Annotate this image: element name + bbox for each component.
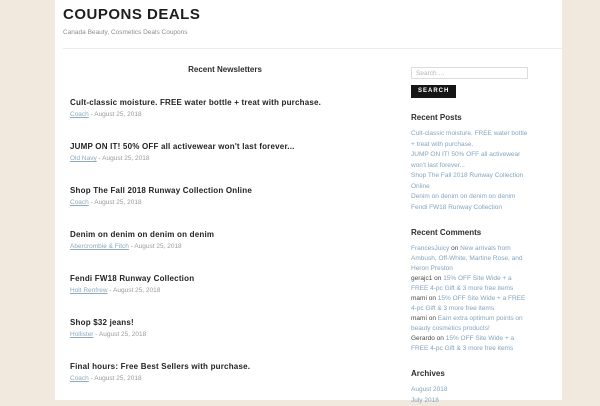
comment-connector: on bbox=[429, 295, 436, 302]
recent-comments-widget bbox=[411, 228, 528, 354]
post-item bbox=[70, 142, 380, 163]
post-source-link[interactable]: Coach bbox=[70, 111, 89, 118]
search-button[interactable]: SEARCH bbox=[411, 85, 456, 98]
post-item bbox=[70, 98, 380, 119]
list-item bbox=[411, 244, 528, 274]
post-date: August 25, 2018 bbox=[113, 287, 160, 294]
sidebar bbox=[411, 49, 528, 406]
comment-post-link[interactable]: Earn extra optimum points on beauty cosmetics products! bbox=[411, 315, 523, 332]
comment-post-link[interactable]: 15% OFF Site Wide + a FREE 4-pc Gift & 3 more free items bbox=[411, 335, 514, 352]
recent-post-link[interactable]: Fendi FW18 Runway Collection bbox=[411, 204, 502, 211]
archives-widget bbox=[411, 369, 528, 406]
recent-post-link[interactable]: JUMP ON IT! 50% OFF all activewear won't last forever... bbox=[411, 151, 520, 169]
list-item bbox=[411, 294, 528, 314]
recent-posts-list bbox=[411, 129, 528, 213]
site-title-link[interactable]: COUPONS DEALS bbox=[63, 6, 200, 23]
page-layout bbox=[55, 49, 562, 406]
post-item bbox=[70, 274, 380, 295]
list-item bbox=[411, 192, 528, 203]
recent-post-link[interactable]: Shop The Fall 2018 Runway Collection Online bbox=[411, 172, 523, 190]
recent-posts-heading: Recent Posts bbox=[411, 113, 528, 123]
list-item bbox=[411, 274, 528, 294]
meta-separator: - bbox=[109, 287, 111, 294]
comment-connector: on bbox=[429, 315, 436, 322]
post-meta bbox=[70, 199, 380, 207]
meta-separator: - bbox=[91, 199, 93, 206]
archives-list bbox=[411, 385, 528, 406]
post-title-link[interactable]: Shop $32 jeans! bbox=[70, 318, 380, 328]
post-date: August 25, 2018 bbox=[134, 243, 181, 250]
post-meta bbox=[70, 111, 380, 119]
list-item bbox=[411, 334, 528, 354]
post-source-link[interactable]: Holt Renfrew bbox=[70, 287, 108, 294]
post-meta bbox=[70, 287, 380, 295]
post-source-link[interactable]: Old Navy bbox=[70, 155, 97, 162]
list-item bbox=[411, 150, 528, 171]
list-item bbox=[411, 203, 528, 214]
comment-connector: on bbox=[451, 245, 458, 252]
post-meta bbox=[70, 331, 380, 339]
post-meta bbox=[70, 243, 380, 251]
post-title-link[interactable]: Denim on denim on denim on denim bbox=[70, 230, 380, 240]
comment-author: Gerardo bbox=[411, 335, 435, 342]
site-tagline: Canada Beauty, Cosmetics Deals Coupons bbox=[63, 28, 562, 37]
post-meta bbox=[70, 155, 380, 163]
post-meta bbox=[70, 375, 380, 383]
post-item bbox=[70, 362, 380, 383]
comment-author: gerajc1 bbox=[411, 275, 432, 282]
comment-author: mami bbox=[411, 295, 427, 302]
post-source-link[interactable]: Abercrombie & Fitch bbox=[70, 243, 129, 250]
recent-comments-heading: Recent Comments bbox=[411, 228, 528, 238]
post-title-link[interactable]: Final hours: Free Best Sellers with purchase. bbox=[70, 362, 380, 372]
meta-separator: - bbox=[131, 243, 133, 250]
archive-link[interactable]: August 2018 bbox=[411, 386, 448, 393]
comment-post-link[interactable]: 15% OFF Site Wide + a FREE 4-pc Gift & 3 more free items bbox=[411, 295, 525, 312]
post-item bbox=[70, 186, 380, 207]
main-column bbox=[55, 49, 411, 406]
post-title-link[interactable]: Cult-classic moisture. FREE water bottle + treat with purchase. bbox=[70, 98, 380, 108]
meta-separator: - bbox=[91, 111, 93, 118]
post-title-link[interactable]: Fendi FW18 Runway Collection bbox=[70, 274, 380, 284]
comment-author-link[interactable]: FrancesJuicy bbox=[411, 245, 449, 252]
list-item bbox=[411, 171, 528, 192]
post-item bbox=[70, 230, 380, 251]
post-source-link[interactable]: Coach bbox=[70, 199, 89, 206]
search-input[interactable] bbox=[411, 67, 528, 79]
comment-author: mami bbox=[411, 315, 427, 322]
recent-posts-widget bbox=[411, 113, 528, 213]
site-header bbox=[55, 0, 562, 49]
search-widget bbox=[411, 67, 528, 98]
list-item bbox=[411, 396, 528, 406]
meta-separator: - bbox=[99, 155, 101, 162]
recent-post-link[interactable]: Denim on denim on denim on denim bbox=[411, 193, 515, 200]
post-date: August 25, 2018 bbox=[94, 199, 141, 206]
recent-comments-list bbox=[411, 244, 528, 354]
list-item bbox=[411, 129, 528, 150]
comment-post-link[interactable]: 15% OFF Site Wide + a FREE 4-pc Gift & 3 more free items bbox=[411, 275, 513, 292]
recent-newsletters-heading: Recent Newsletters bbox=[70, 65, 380, 75]
post-date: August 25, 2018 bbox=[99, 331, 146, 338]
meta-separator: - bbox=[91, 375, 93, 382]
post-title-link[interactable]: Shop The Fall 2018 Runway Collection Online bbox=[70, 186, 380, 196]
post-item bbox=[70, 318, 380, 339]
post-source-link[interactable]: Hollister bbox=[70, 331, 93, 338]
comment-post-link[interactable]: New arrivals from Ambush, Off-White, Martine Rose, and Heron Preston bbox=[411, 245, 523, 272]
meta-separator: - bbox=[95, 331, 97, 338]
post-date: August 25, 2018 bbox=[102, 155, 149, 162]
archive-link[interactable]: July 2018 bbox=[411, 397, 439, 404]
comment-connector: on bbox=[434, 275, 441, 282]
archives-heading: Archives bbox=[411, 369, 528, 379]
post-source-link[interactable]: Coach bbox=[70, 375, 89, 382]
list-item bbox=[411, 385, 528, 396]
content-card bbox=[55, 0, 562, 400]
comment-connector: on bbox=[437, 335, 444, 342]
recent-post-link[interactable]: Cult-classic moisture. FREE water bottle + treat with purchase. bbox=[411, 130, 527, 148]
post-date: August 25, 2018 bbox=[94, 375, 141, 382]
post-title-link[interactable]: JUMP ON IT! 50% OFF all activewear won't last forever... bbox=[70, 142, 380, 152]
post-date: August 25, 2018 bbox=[94, 111, 141, 118]
list-item bbox=[411, 314, 528, 334]
